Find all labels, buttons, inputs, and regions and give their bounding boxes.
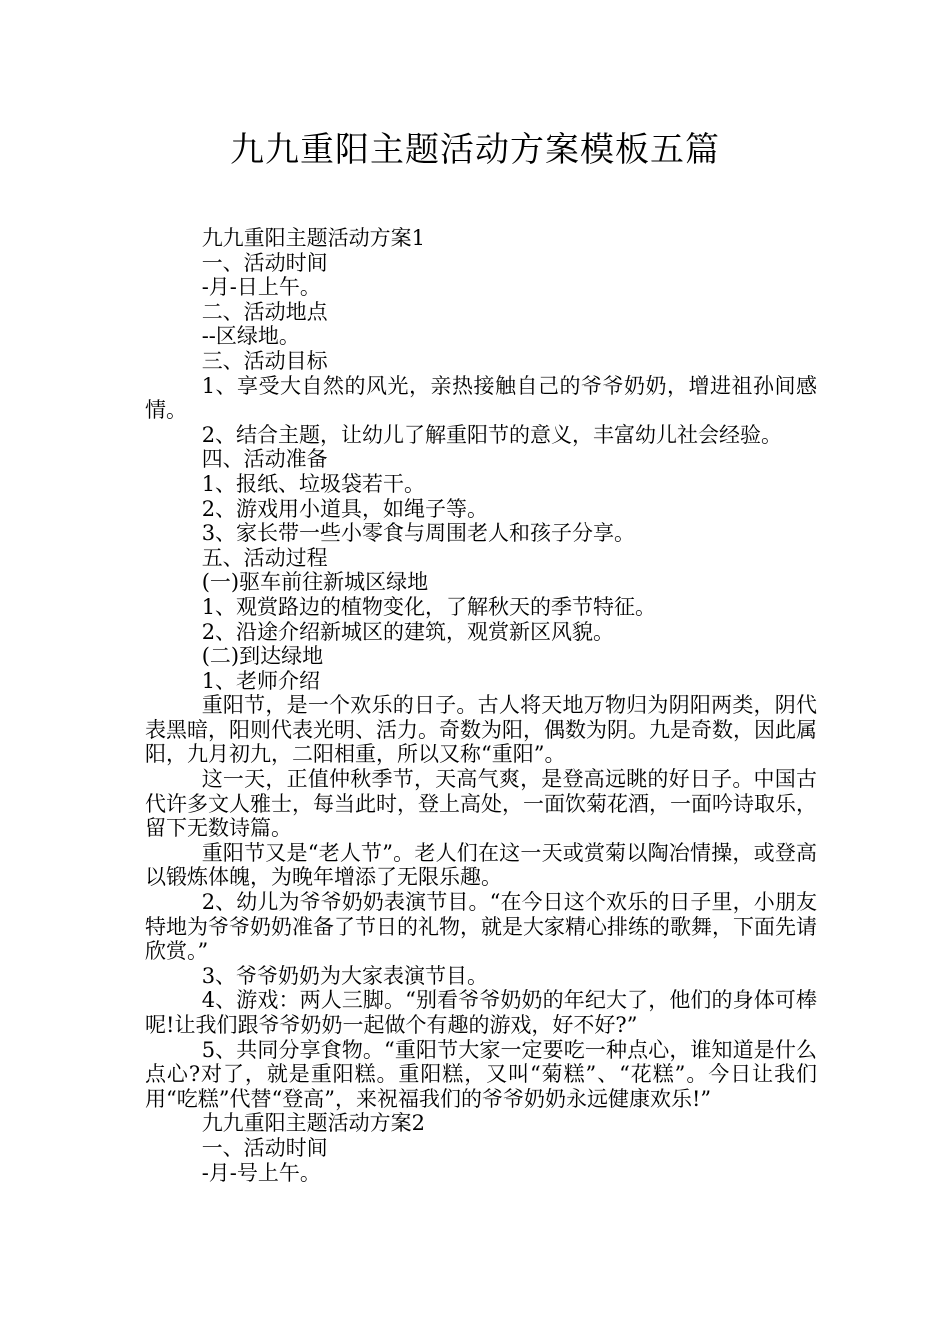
paragraph: 4、游戏：两人三脚。“别看爷爷奶奶的年纪大了，他们的身体可棒呢!让我们跟爷爷奶奶一起做个有趣的游戏，好不好?” bbox=[145, 988, 817, 1037]
paragraph: 3、家长带一些小零食与周围老人和孩子分享。 bbox=[201, 521, 636, 546]
paragraph: 5、共同分享食物。“重阳节大家一定要吃一种点心，谁知道是什么点心?对了，就是重阳糕。重阳糕，又叫“菊糕”、“花糕”。今日让我们用“吃糕”代替“登高”，来祝福我们的爷爷奶奶永远健康欢乐!” bbox=[145, 1037, 817, 1111]
paragraph: 2、沿途介绍新城区的建筑，观赏新区风貌。 bbox=[201, 619, 615, 644]
paragraph: 五、活动过程 bbox=[201, 545, 328, 570]
paragraph: 九九重阳主题活动方案2 bbox=[201, 1111, 426, 1136]
paragraph: 九九重阳主题活动方案1 bbox=[201, 226, 426, 250]
document-title: 九九重阳主题活动方案模板五篇 bbox=[230, 130, 720, 170]
paragraph: 1、享受大自然的风光，亲热接触自己的爷爷奶奶，增进祖孙间感情。 bbox=[145, 373, 817, 423]
paragraph: 这一天，正值仲秋季节，天高气爽，是登高远眺的好日子。中国古代许多文人雅士，每当此时，登上高处，一面饮菊花酒，一面吟诗取乐，留下无数诗篇。 bbox=[145, 767, 817, 841]
paragraph: 2、游戏用小道具，如绳子等。 bbox=[201, 496, 489, 521]
paragraph: 重阳节，是一个欢乐的日子。古人将天地万物归为阴阳两类，阴代表黑暗，阳则代表光明、活力。奇数为阳，偶数为阴。九是奇数，因此属阳，九月初九，二阳相重，所以又称“重阳”。 bbox=[145, 693, 817, 767]
paragraph: -月-号上午。 bbox=[201, 1160, 321, 1185]
paragraph: 重阳节又是“老人节”。老人们在这一天或赏菊以陶冶情操，或登高以锻炼体魄，为晚年增添了无限乐趣。 bbox=[145, 840, 817, 890]
paragraph: --区绿地。 bbox=[201, 324, 300, 349]
paragraph: 一、活动时间 bbox=[201, 1135, 328, 1160]
paragraph: 四、活动准备 bbox=[201, 447, 328, 472]
paragraph: 1、观赏路边的植物变化，了解秋天的季节特征。 bbox=[201, 594, 657, 619]
paragraph: (二)到达绿地 bbox=[201, 644, 324, 669]
paragraph: 二、活动地点 bbox=[201, 299, 328, 324]
paragraph: 三、活动目标 bbox=[201, 348, 328, 373]
paragraph: 1、老师介绍 bbox=[201, 668, 321, 693]
paragraph: 一、活动时间 bbox=[201, 250, 328, 275]
paragraph: 2、结合主题，让幼儿了解重阳节的意义，丰富幼儿社会经验。 bbox=[201, 422, 783, 447]
document-body bbox=[145, 226, 817, 1185]
paragraph: 2、幼儿为爷爷奶奶表演节目。“在今日这个欢乐的日子里，小朋友特地为爷爷奶奶准备了节日的礼物，就是大家精心排练的歌舞，下面先请欣赏。” bbox=[145, 890, 817, 964]
paragraph: (一)驱车前往新城区绿地 bbox=[201, 570, 429, 595]
paragraph: -月-日上午。 bbox=[201, 275, 321, 300]
paragraph: 3、爷爷奶奶为大家表演节目。 bbox=[201, 963, 489, 988]
paragraph: 1、报纸、垃圾袋若干。 bbox=[201, 471, 426, 496]
